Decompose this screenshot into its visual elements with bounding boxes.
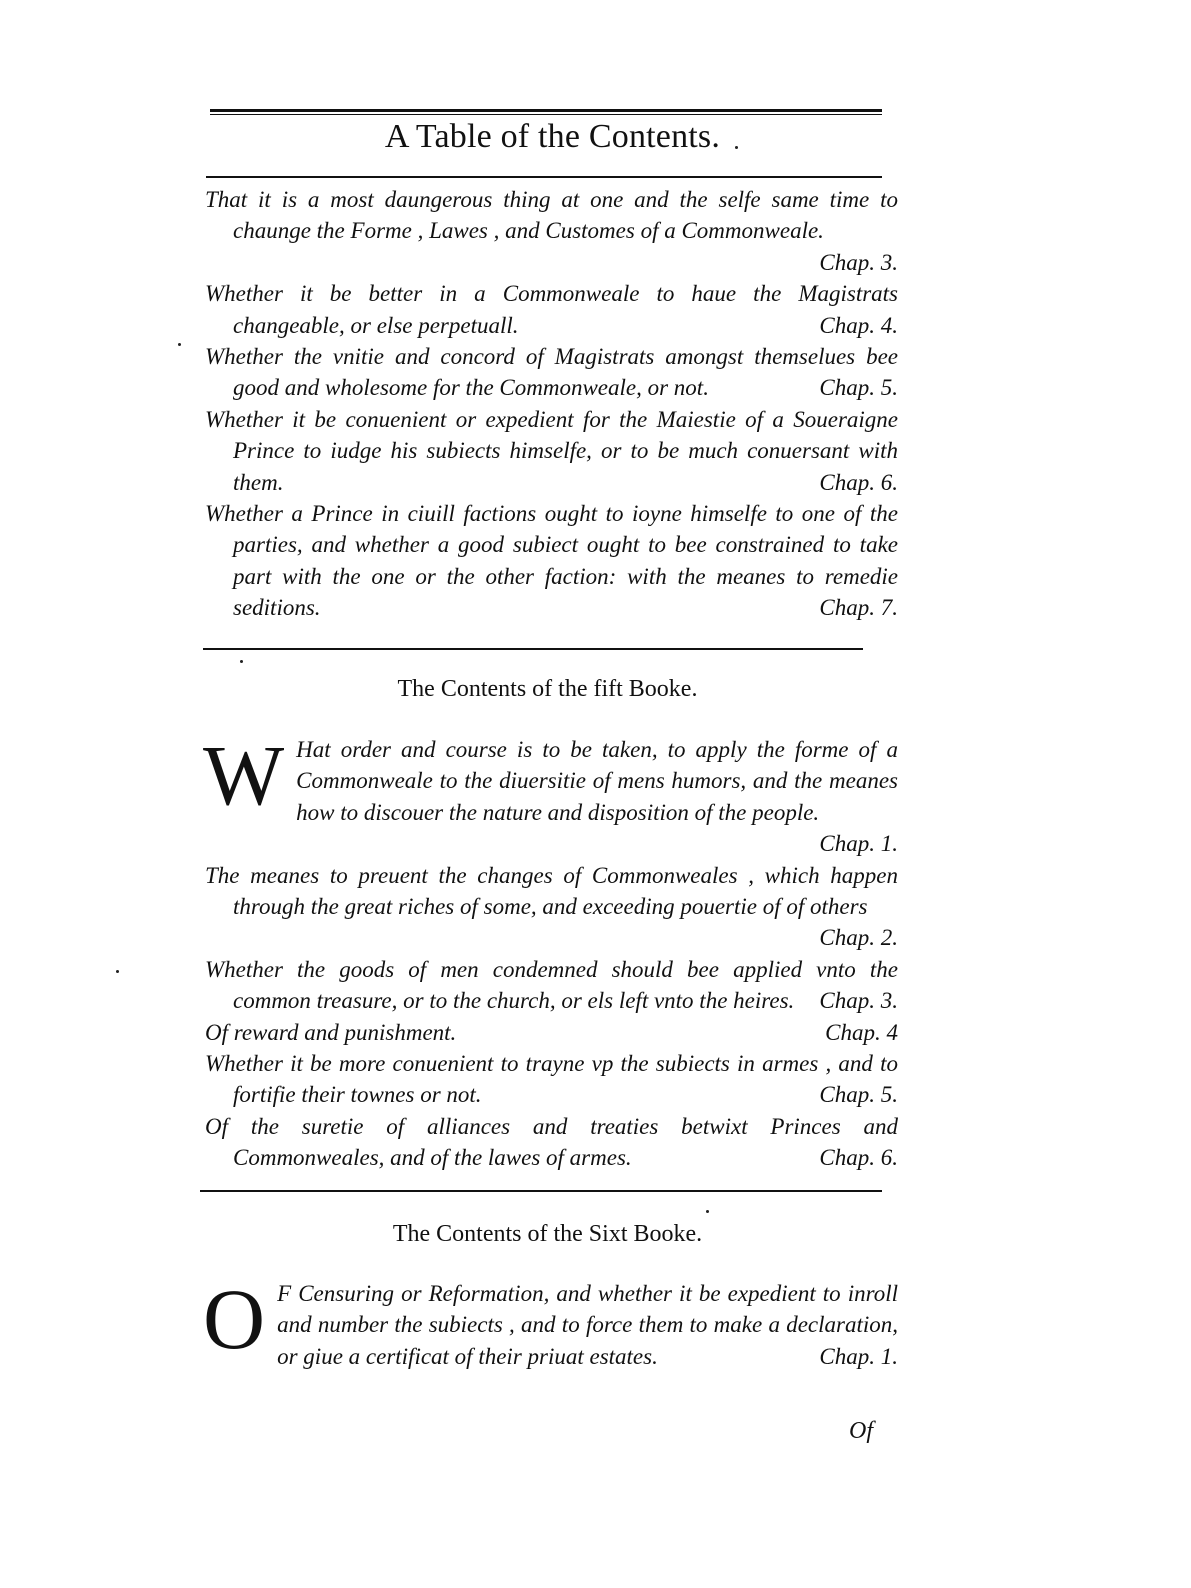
list-item: [205, 1017, 898, 1048]
sixth-book-entries: [203, 1271, 898, 1372]
page-title: A Table of the Contents.: [384, 118, 721, 155]
chapter-ref: Chap. 5.: [819, 375, 898, 401]
entry-text: Whether the vnitie and concord of Magistrats amongst themselues bee good and wholesome for the Commonweale, or not.: [205, 344, 898, 401]
list-item: [205, 1048, 898, 1111]
section-rule-6: [200, 1190, 882, 1192]
scan-speck: [735, 146, 738, 149]
entry-text: Whether a Prince in ciuill factions ought to ioyne himselfe to one of the parties, and whether a good subiect ought to bee constrained to take part with the one or the other faction: with the meanes to remedie seditions.: [205, 501, 898, 621]
scan-speck: [240, 660, 243, 663]
chapter-ref: Chap. 3.: [819, 988, 898, 1014]
list-item: [205, 184, 898, 278]
list-item: [203, 1271, 898, 1372]
section-rule-5: [203, 648, 863, 650]
entry-text: Whether it be better in a Commonweale to haue the Magistrats changeable, or else perpetuall.: [205, 281, 898, 338]
chapter-ref: Chap. 3.: [819, 249, 898, 275]
scan-speck: [178, 343, 181, 346]
chapter-ref: Chap. 4.: [819, 312, 898, 338]
chapter-ref: Chap. 7.: [819, 595, 898, 621]
list-item: [205, 498, 898, 624]
list-item: [203, 727, 898, 860]
continued-entries: [205, 184, 898, 624]
chapter-ref: Chap. 4: [825, 1019, 898, 1045]
entry-text: That it is a most daungerous thing at one and the selfe same time to chaunge the Forme , Lawes , and Customes of a Commonweale.: [205, 187, 898, 244]
entry-text-wrap: [203, 1271, 898, 1372]
title-underline: [206, 176, 882, 178]
drop-cap: O: [203, 1271, 266, 1367]
entry-text: Whether it be conuenient or expedient for the Maiestie of a Soueraigne Prince to iudge his subiects himselfe, or to be much conuersant with them.: [205, 406, 898, 495]
drop-cap: W: [203, 727, 285, 823]
list-item: [205, 860, 898, 954]
entry-text: Whether it be more conuenient to trayne vp the subiects in armes , and to fortifie their townes or not.: [205, 1051, 898, 1108]
fifth-book-entries: [203, 727, 898, 1174]
chapter-ref: Chap. 1.: [819, 1343, 898, 1369]
list-item: [205, 1111, 898, 1174]
entry-text: The meanes to preuent the changes of Commonweales , which happen through the great riches of some, and exceeding pouertie of of others: [205, 862, 898, 920]
chapter-ref: Chap. 5.: [819, 1082, 898, 1108]
sixth-book-heading: The Contents of the Sixt Booke.: [392, 1221, 703, 1247]
chapter-ref: Chap. 6.: [819, 1145, 898, 1171]
chapter-ref: Chap. 1.: [819, 831, 898, 857]
top-rule: [210, 109, 882, 112]
chapter-ref: Chap. 6.: [819, 469, 898, 495]
list-item: [205, 341, 898, 404]
fifth-book-heading: The Contents of the fift Booke.: [397, 676, 698, 702]
entry-text: Whether the goods of men condemned should bee applied vnto the common treasure, or to the church, or els left vnto the heires.: [205, 956, 898, 1014]
entry-text: Of reward and punishment.: [205, 1019, 457, 1045]
list-item: [205, 404, 898, 498]
entry-text: Hat order and course is to be taken, to apply the forme of a Commonweale to the diuersitie of mens humors, and the meanes how to discouer the nature and disposition of the people.: [296, 737, 898, 825]
scan-speck: [116, 970, 119, 973]
entry-text: Of the suretie of alliances and treaties betwixt Princes and Commonweales, and of the lawes of armes.: [205, 1113, 898, 1171]
list-item: [205, 954, 898, 1017]
list-item: [205, 278, 898, 341]
chapter-ref: Chap. 2.: [819, 925, 898, 951]
entry-text: F Censuring or Reformation, and whether it be expedient to inroll and number the subiects , and to force them to make a declaration, or giue a certificat of their priuat estates.: [277, 1281, 898, 1369]
top-rule-thin: [210, 114, 882, 115]
catchword: Of: [849, 1418, 873, 1444]
scan-speck: [706, 1210, 709, 1213]
entry-text-wrap: [203, 727, 898, 857]
